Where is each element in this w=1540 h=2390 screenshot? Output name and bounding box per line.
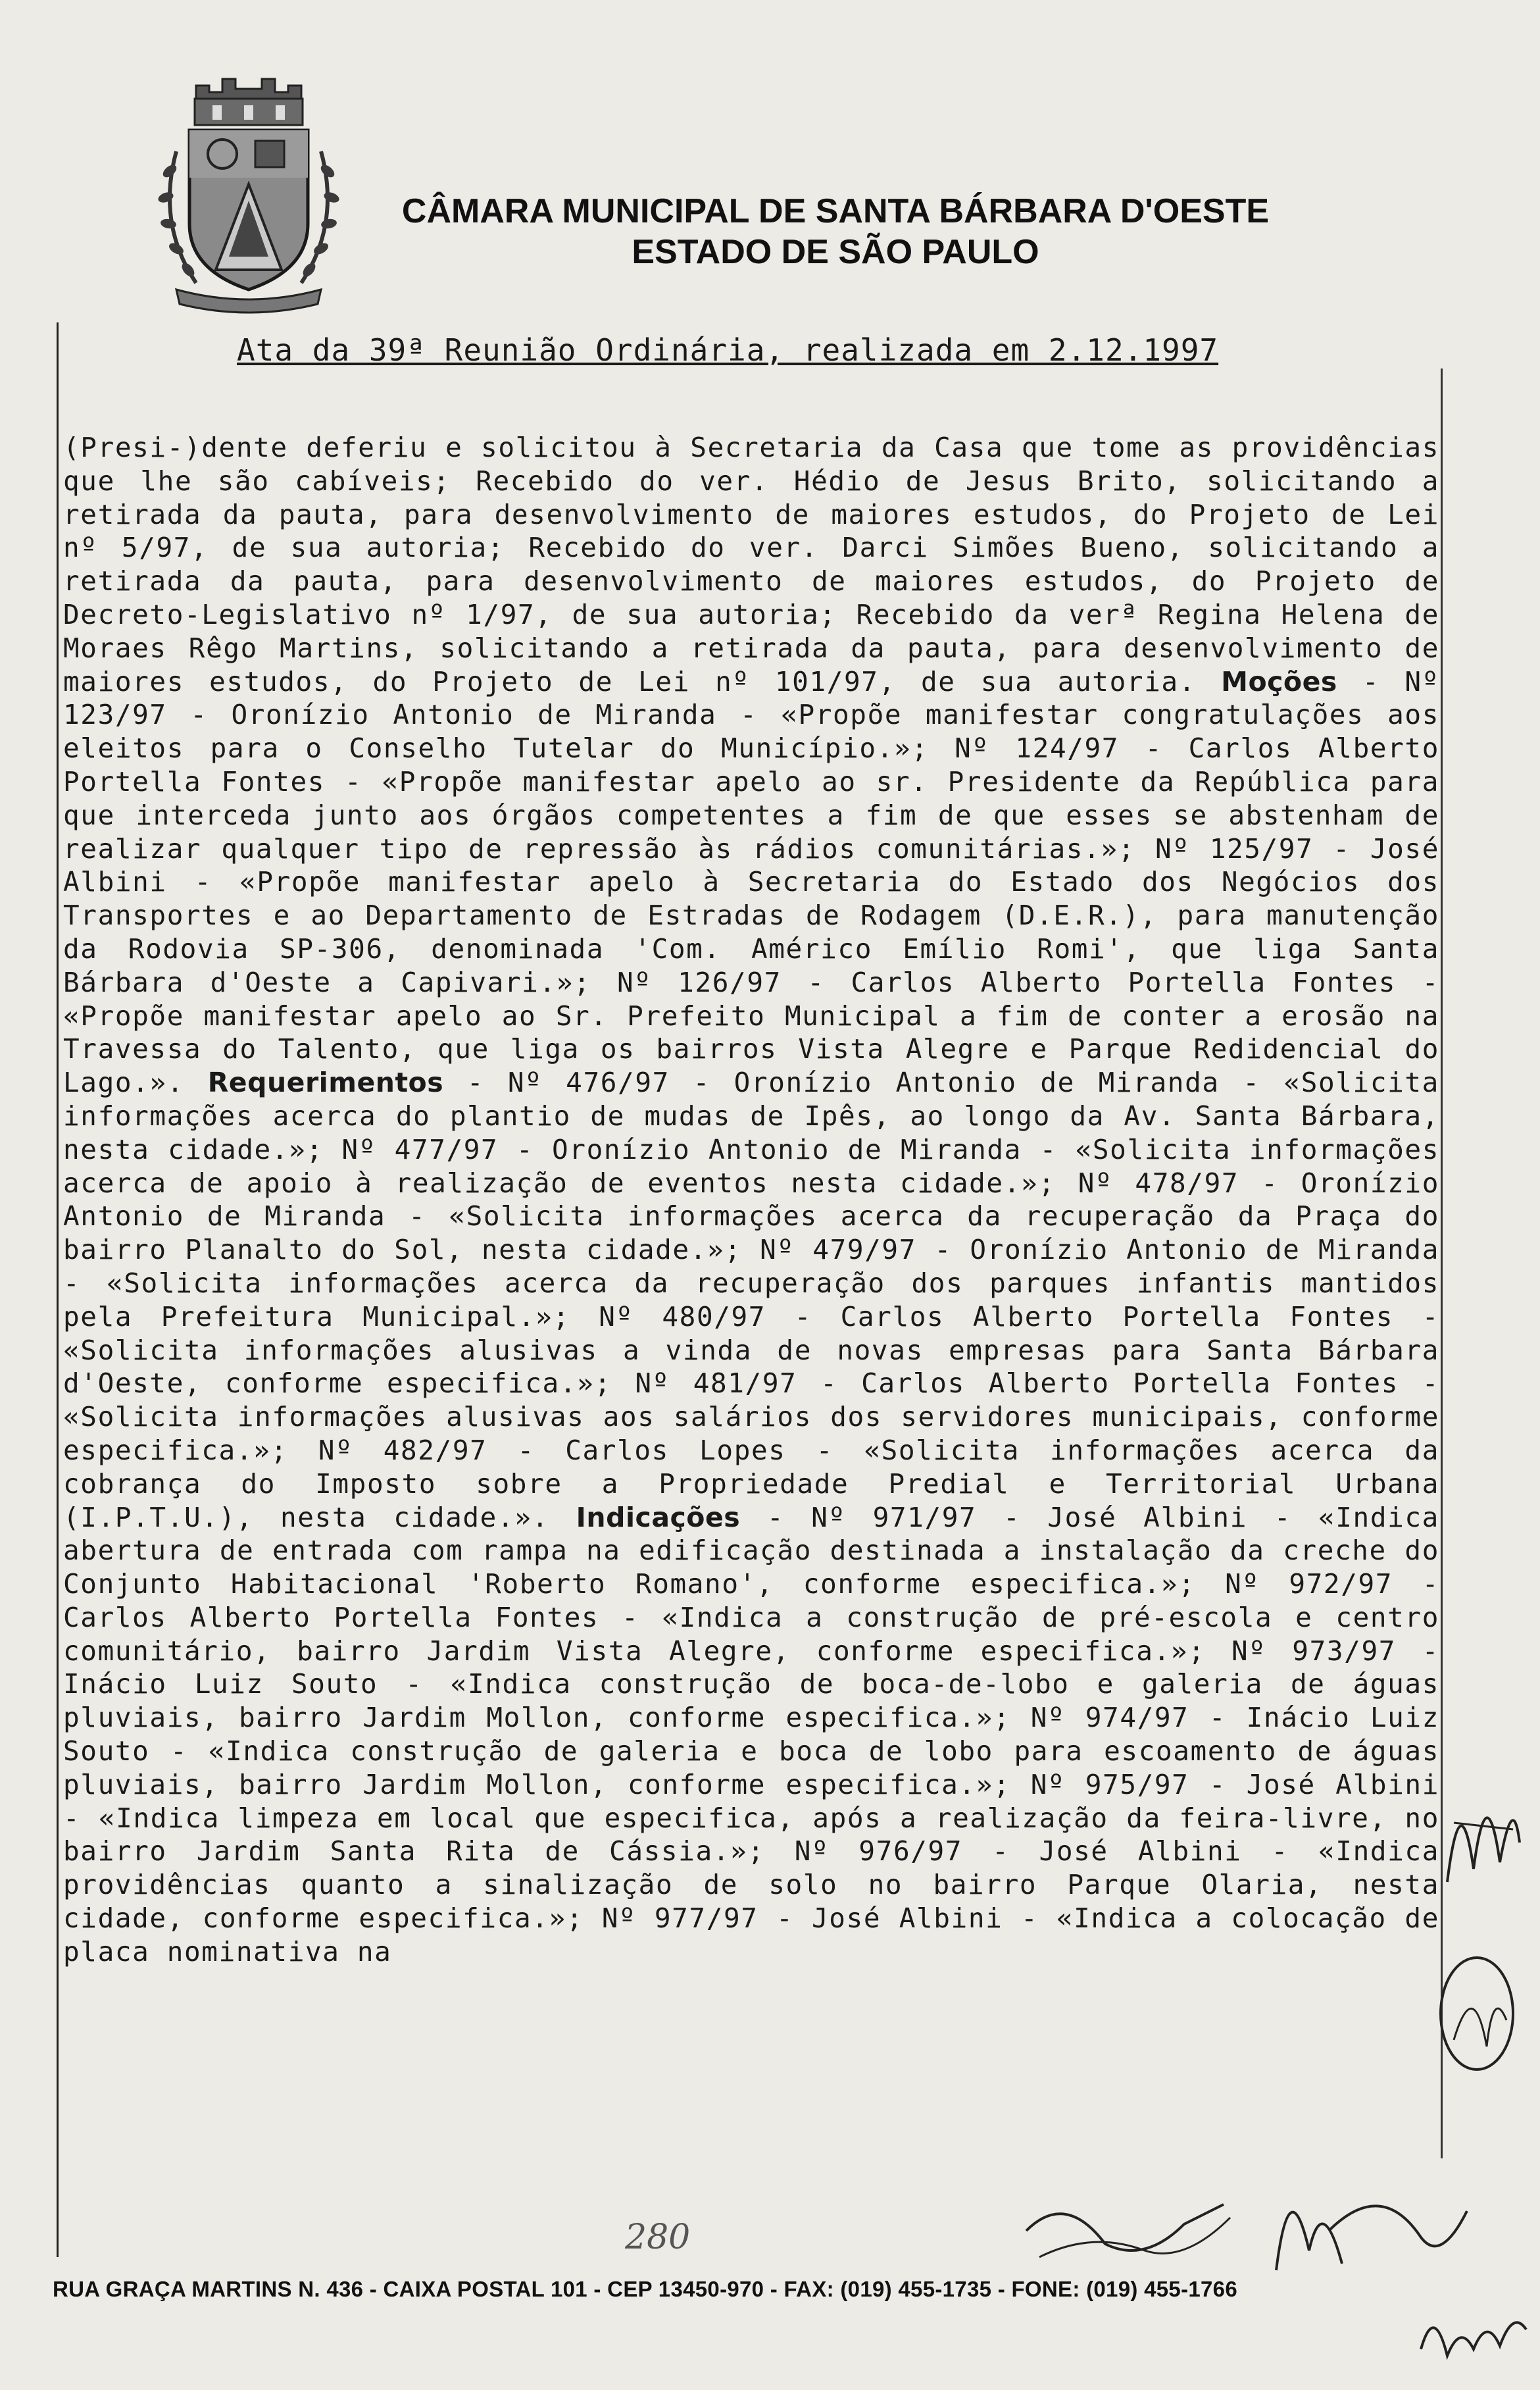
bottom-signatures: [1013, 2152, 1474, 2283]
minutes-paragraph: (Presi-)dente deferiu e solicitou à Secretaria da Casa que tome as providências que lhe são cabíveis; Recebido do ver. Hédio de Jesus Brito, solicitando a retirada da pauta, para desenvolvimento de maiores estudos, do Projeto de Lei nº 5/97, de sua autoria; Recebido do ver. Darci Simões Bueno, solicitando a retirada da pauta, para desenvolvimento de maiores estudos, do Projeto de Decreto-Legislativo nº 1/97, de sua autoria; Recebido da verª Regina Helena de Moraes Rêgo Martins, solicitando a retirada da pauta, para desenvolvimento de maiores estudos, do Projeto de Lei nº 101/97, de sua autoria.: [63, 432, 1439, 698]
institution-name: CÂMARA MUNICIPAL DE SANTA BÁRBARA D'OESTE: [401, 192, 1270, 230]
institution-state: ESTADO DE SÃO PAULO: [632, 233, 1039, 271]
minutes-body: [63, 431, 1439, 1969]
margin-signature-2: [1428, 1948, 1526, 2079]
section-label-indicacoes: Indicações: [576, 1501, 741, 1533]
indicacoes-text: - Nº 971/97 - José Albini - «Indica abertura de entrada com rampa na edificação destinada a instalação da creche do Conjunto Habitacional 'Roberto Romano', conforme especifica.»; Nº 972/97 - Carlos Alberto Portella Fontes - «Indica a construção de pré-escola e centro comunitário, bairro Jardim Vista Alegre, conforme especifica.»; Nº 973/97 - Inácio Luiz Souto - «Indica construção de boca-de-lobo e galeria de águas pluviais, bairro Jardim Mollon, conforme especifica.»; Nº 974/97 - Inácio Luiz Souto - «Indica construção de galeria e boca de lobo para escoamento de águas pluviais, bairro Jardim Mollon, conforme especifica.»; Nº 975/97 - José Albini - «Indica limpeza em local que especifica, após a realização da feira-livre, no bairro Jardim Santa Rita de Cássia.»; Nº 976/97 - José Albini - «Indica providências quanto a sinalização de solo no bairro Parque Olaria, nesta cidade, conforme especifica.»; Nº 977/97 - José Albini - «Indica a colocação de placa nominativa na: [63, 1501, 1439, 1968]
municipal-coat-of-arms-icon: [150, 72, 347, 316]
margin-signature-1: [1434, 1764, 1533, 1895]
institution-heading: [368, 191, 1303, 272]
mocoes-text: - Nº 123/97 - Oronízio Antonio de Miranda - «Propõe manifestar congratulações aos eleitos para o Conselho Tutelar do Município.»; Nº 124/97 - Carlos Alberto Portella Fontes - «Propõe manifestar apelo ao sr. Presidente da República para que interceda junto aos órgãos competentes a fim de que esses se abstenham de realizar qualquer tipo de repressão às rádios comunitárias.»; Nº 125/97 - José Albini - «Propõe manifestar apelo à Secretaria do Estado dos Negócios dos Transportes e ao Departamento de Estradas de Rodagem (D.E.R.), para manutenção da Rodovia SP-306, denominada 'Com. Américo Emílio Romi', que liga Santa Bárbara d'Oeste a Capivari.»; Nº 126/97 - Carlos Alberto Portella Fontes - «Propõe manifestar apelo ao Sr. Prefeito Municipal a fim de conter a erosão na Travessa do Talento, que liga os bairros Vista Alegre e Parque Redidencial do Lago.».: [63, 665, 1439, 1099]
left-margin-rule: [57, 322, 59, 2257]
section-label-mocoes: Moções: [1221, 665, 1337, 698]
requerimentos-text: - Nº 476/97 - Oronízio Antonio de Miranda - «Solicita informações acerca do plantio de mudas de Ipês, ao longo da Av. Santa Bárbara, nesta cidade.»; Nº 477/97 - Oronízio Antonio de Miranda - «Solicita informações acerca de apoio à realização de eventos nesta cidade.»; Nº 478/97 - Oronízio Antonio de Miranda - «Solicita informações acerca da recuperação da Praça do bairro Planalto do Sol, nesta cidade.»; Nº 479/97 - Oronízio Antonio de Miranda - «Solicita informações acerca da recuperação dos parques infantis mantidos pela Prefeitura Municipal.»; Nº 480/97 - Carlos Alberto Portella Fontes - «Solicita informações alusivas a vinda de novas empresas para Santa Bárbara d'Oeste, conforme especifica.»; Nº 481/97 - Carlos Alberto Portella Fontes - «Solicita informações alusivas aos salários dos servidores municipais, conforme especifica.»; Nº 482/97 - Carlos Lopes - «Solicita informações acerca da cobrança do Imposto sobre a Propriedade Predial e Territorial Urbana (I.P.T.U.), nesta cidade.».: [63, 1067, 1439, 1533]
document-title: Ata da 39ª Reunião Ordinária, realizada em 2.12.1997: [237, 332, 1219, 368]
section-label-requerimentos: Requerimentos: [207, 1067, 444, 1099]
footer-address: RUA GRAÇA MARTINS N. 436 - CAIXA POSTAL 101 - CEP 13450-970 - FAX: (019) 455-1735 - FONE: (019) 455-1766: [53, 2277, 1237, 2301]
page-number: 280: [625, 2218, 691, 2257]
